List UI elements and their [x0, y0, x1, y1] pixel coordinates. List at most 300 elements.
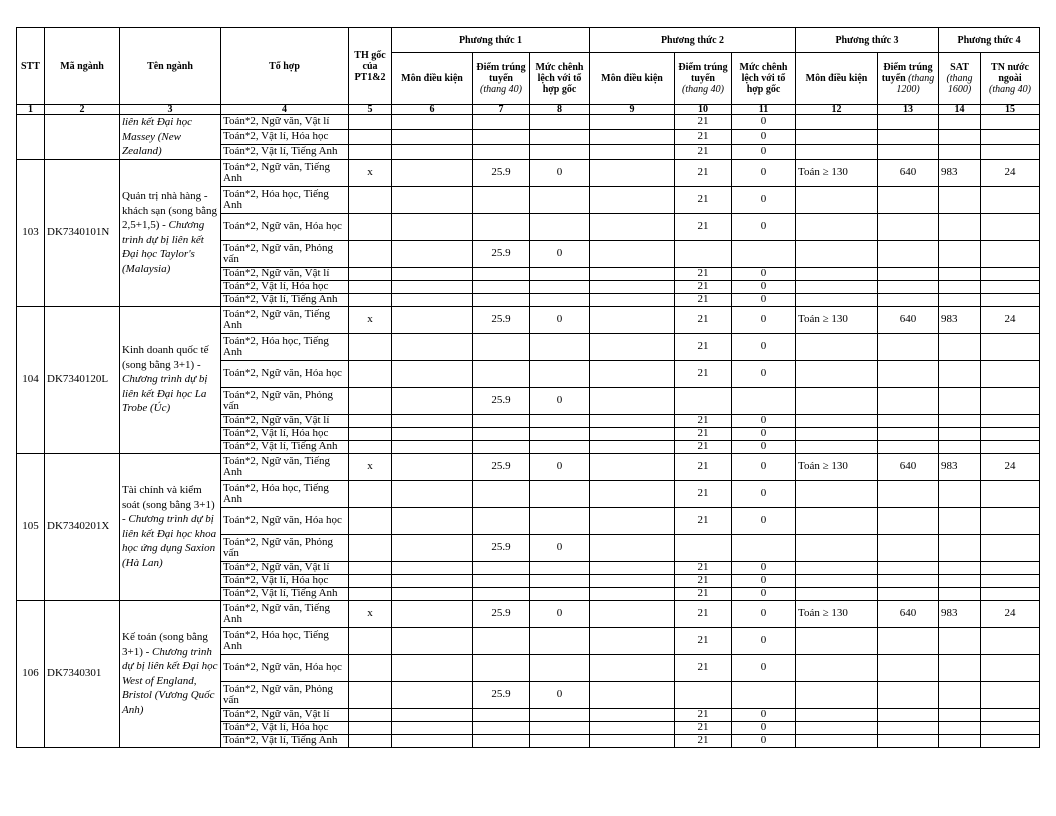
pt2-diem-cell: 21: [675, 213, 732, 240]
pt2-diem-cell: 21: [675, 280, 732, 293]
pt3-diem-cell: [878, 507, 939, 534]
to-hop-cell: Toán*2, Vật lí, Hóa học: [221, 427, 349, 440]
pt3-diem-cell: [878, 480, 939, 507]
pt2-diem-cell: 21: [675, 414, 732, 427]
ma-nganh-cell: DK7340201X: [45, 453, 120, 600]
pt3-diem-cell: [878, 414, 939, 427]
sat-cell: 983: [939, 600, 981, 627]
pt2-chenh-cell: 0: [732, 427, 796, 440]
pt3-diem-cell: [878, 115, 939, 130]
to-hop-cell: Toán*2, Ngữ văn, Hóa học: [221, 213, 349, 240]
th-goc-cell: [349, 240, 392, 267]
pt1-diem-cell: [473, 721, 530, 734]
col-num: 6: [392, 105, 473, 115]
to-hop-cell: Toán*2, Ngữ văn, Tiếng Anh: [221, 306, 349, 333]
th-goc-cell: [349, 115, 392, 130]
ten-nganh-cell: [120, 600, 221, 747]
tn-cell: [981, 440, 1040, 453]
pt1-chenh-cell: 0: [530, 306, 590, 333]
ten-nganh-italic: Chương trình dự bị liên kết Đại học khoa học ứng dụng Saxion (Hà Lan): [122, 513, 217, 569]
pt1-diem-cell: 25.9: [473, 600, 530, 627]
pt3-diem-cell: [878, 734, 939, 747]
pt1-chenh-cell: [530, 734, 590, 747]
pt2-chenh-cell: 0: [732, 440, 796, 453]
pt2-chenh-cell: [732, 240, 796, 267]
pt1-diem-cell: [473, 213, 530, 240]
pt3-diem-cell: [878, 360, 939, 387]
to-hop-cell: Toán*2, Ngữ văn, Vật lí: [221, 267, 349, 280]
pt1-mon-cell: [392, 213, 473, 240]
pt2-diem-cell: 21: [675, 129, 732, 144]
pt1-diem-cell: [473, 708, 530, 721]
pt1-diem-cell: 25.9: [473, 453, 530, 480]
pt1-mon-cell: [392, 507, 473, 534]
col-num: 5: [349, 105, 392, 115]
to-hop-cell: Toán*2, Vật lí, Tiếng Anh: [221, 293, 349, 306]
pt2-chenh-cell: 0: [732, 507, 796, 534]
to-hop-cell: Toán*2, Vật lí, Tiếng Anh: [221, 144, 349, 159]
pt1-chenh-cell: 0: [530, 240, 590, 267]
pt2-mon-cell: [590, 427, 675, 440]
pt3-diem-cell: [878, 267, 939, 280]
pt1-diem-cell: [473, 507, 530, 534]
pt2-diem-cell: 21: [675, 186, 732, 213]
pt1-mon-cell: [392, 681, 473, 708]
th-goc-cell: [349, 144, 392, 159]
to-hop-cell: Toán*2, Ngữ văn, Phỏng vấn: [221, 534, 349, 561]
pt2-diem-cell: 21: [675, 115, 732, 130]
sat-cell: [939, 240, 981, 267]
tn-cell: [981, 681, 1040, 708]
col-num: 7: [473, 105, 530, 115]
header-pt2-mon-dieu-kien: Môn điều kiện: [590, 53, 675, 105]
th-goc-cell: x: [349, 600, 392, 627]
pt3-diem-cell: [878, 574, 939, 587]
pt3-diem-cell: [878, 708, 939, 721]
th-goc-cell: [349, 507, 392, 534]
table-row: [17, 306, 1040, 333]
pt2-diem-cell: 21: [675, 734, 732, 747]
pt2-mon-cell: [590, 267, 675, 280]
pt1-chenh-cell: [530, 333, 590, 360]
pt3-diem-cell: 640: [878, 306, 939, 333]
pt1-chenh-cell: 0: [530, 453, 590, 480]
to-hop-cell: Toán*2, Vật lí, Hóa học: [221, 574, 349, 587]
pt3-diem-cell: [878, 534, 939, 561]
pt2-diem-cell: 21: [675, 480, 732, 507]
to-hop-cell: Toán*2, Vật lí, Hóa học: [221, 280, 349, 293]
pt2-mon-cell: [590, 708, 675, 721]
header-pt3-scale: (thang 1200): [896, 73, 935, 95]
stt-cell: 104: [17, 306, 45, 453]
th-goc-cell: [349, 186, 392, 213]
sat-cell: [939, 587, 981, 600]
tn-cell: [981, 387, 1040, 414]
pt3-mon-cell: [796, 213, 878, 240]
pt1-chenh-cell: [530, 561, 590, 574]
pt1-mon-cell: [392, 159, 473, 186]
pt2-diem-cell: [675, 387, 732, 414]
pt1-chenh-cell: 0: [530, 159, 590, 186]
to-hop-cell: Toán*2, Ngữ văn, Tiếng Anh: [221, 600, 349, 627]
to-hop-cell: Toán*2, Ngữ văn, Vật lí: [221, 414, 349, 427]
pt3-diem-cell: [878, 333, 939, 360]
pt2-mon-cell: [590, 561, 675, 574]
pt2-mon-cell: [590, 186, 675, 213]
tn-cell: [981, 360, 1040, 387]
col-num: 10: [675, 105, 732, 115]
ten-nganh-plain: Kế toán (song bằng 3+1) -: [122, 631, 208, 658]
col-num: 3: [120, 105, 221, 115]
pt2-chenh-cell: 0: [732, 587, 796, 600]
table-row: [17, 600, 1040, 627]
header-sat: SAT (thang 1600): [939, 53, 981, 105]
pt3-mon-cell: Toán ≥ 130: [796, 600, 878, 627]
pt2-diem-cell: 21: [675, 708, 732, 721]
pt2-chenh-cell: 0: [732, 306, 796, 333]
th-goc-cell: [349, 627, 392, 654]
pt1-diem-cell: [473, 734, 530, 747]
pt3-mon-cell: [796, 681, 878, 708]
pt1-diem-cell: 25.9: [473, 534, 530, 561]
tn-cell: [981, 144, 1040, 159]
sat-cell: 983: [939, 306, 981, 333]
pt1-diem-cell: 25.9: [473, 240, 530, 267]
th-goc-cell: [349, 574, 392, 587]
tn-cell: [981, 587, 1040, 600]
pt1-chenh-cell: 0: [530, 681, 590, 708]
sat-cell: [939, 561, 981, 574]
sat-cell: [939, 387, 981, 414]
pt2-mon-cell: [590, 115, 675, 130]
pt2-chenh-cell: 0: [732, 186, 796, 213]
tn-cell: 24: [981, 306, 1040, 333]
col-num: 12: [796, 105, 878, 115]
pt2-chenh-cell: 0: [732, 129, 796, 144]
admission-score-table: [16, 27, 1040, 748]
pt3-mon-cell: [796, 721, 878, 734]
pt1-chenh-cell: [530, 427, 590, 440]
tn-cell: [981, 213, 1040, 240]
pt2-mon-cell: [590, 587, 675, 600]
tn-cell: [981, 507, 1040, 534]
to-hop-cell: Toán*2, Vật lí, Tiếng Anh: [221, 440, 349, 453]
sat-cell: [939, 293, 981, 306]
pt2-chenh-cell: 0: [732, 654, 796, 681]
pt1-mon-cell: [392, 144, 473, 159]
th-goc-cell: x: [349, 159, 392, 186]
pt2-diem-cell: 21: [675, 561, 732, 574]
pt1-mon-cell: [392, 627, 473, 654]
pt3-mon-cell: [796, 129, 878, 144]
pt1-mon-cell: [392, 600, 473, 627]
to-hop-cell: Toán*2, Ngữ văn, Hóa học: [221, 360, 349, 387]
tn-cell: [981, 708, 1040, 721]
pt1-diem-cell: [473, 587, 530, 600]
table-row: [17, 115, 1040, 130]
to-hop-cell: Toán*2, Vật lí, Tiếng Anh: [221, 734, 349, 747]
pt1-mon-cell: [392, 561, 473, 574]
pt1-chenh-cell: [530, 708, 590, 721]
pt2-chenh-cell: 0: [732, 600, 796, 627]
ten-nganh-line: liên kết Đại học: [122, 116, 192, 128]
pt2-mon-cell: [590, 333, 675, 360]
pt1-chenh-cell: [530, 654, 590, 681]
col-num: 8: [530, 105, 590, 115]
header-pt3-diem: Điểm trúng tuyển (thang 1200): [878, 53, 939, 105]
pt3-diem-cell: [878, 293, 939, 306]
header-ten-nganh: Tên ngành: [120, 28, 221, 105]
pt1-chenh-cell: [530, 144, 590, 159]
pt1-mon-cell: [392, 333, 473, 360]
th-goc-cell: [349, 267, 392, 280]
ten-nganh-line: Zealand): [122, 145, 162, 157]
pt1-diem-cell: 25.9: [473, 306, 530, 333]
pt3-diem-cell: [878, 440, 939, 453]
pt2-diem-cell: 21: [675, 144, 732, 159]
ten-nganh-italic: Chương trình dự bị liên kết Đại học La Trobe (Úc): [122, 373, 208, 415]
pt2-mon-cell: [590, 654, 675, 681]
ma-nganh-cell: [45, 115, 120, 160]
ten-nganh-italic: Chương trình dự bị liên kết Đại học West of England, Bristol (Vương Quốc Anh): [122, 645, 218, 716]
header-pt1-mon-dieu-kien: Môn điều kiện: [392, 53, 473, 105]
pt1-mon-cell: [392, 186, 473, 213]
header-pt2-chenh-lech: Mức chênh lệch với tổ hợp gốc: [732, 53, 796, 105]
tn-cell: [981, 574, 1040, 587]
tn-cell: [981, 129, 1040, 144]
pt3-mon-cell: [796, 293, 878, 306]
header-tn-scale: (thang 40): [989, 84, 1031, 95]
pt3-mon-cell: Toán ≥ 130: [796, 453, 878, 480]
tn-cell: [981, 115, 1040, 130]
pt1-diem-cell: [473, 627, 530, 654]
pt3-mon-cell: [796, 240, 878, 267]
pt1-diem-cell: [473, 267, 530, 280]
pt1-chenh-cell: [530, 414, 590, 427]
to-hop-cell: Toán*2, Ngữ văn, Phỏng vấn: [221, 681, 349, 708]
pt2-chenh-cell: 0: [732, 574, 796, 587]
th-goc-cell: [349, 427, 392, 440]
pt3-mon-cell: [796, 280, 878, 293]
ten-nganh-cell: [120, 159, 221, 306]
pt2-chenh-cell: 0: [732, 627, 796, 654]
pt2-mon-cell: [590, 574, 675, 587]
pt2-diem-cell: [675, 534, 732, 561]
th-goc-cell: [349, 387, 392, 414]
tn-cell: [981, 561, 1040, 574]
pt2-chenh-cell: 0: [732, 708, 796, 721]
pt2-mon-cell: [590, 293, 675, 306]
pt2-mon-cell: [590, 306, 675, 333]
pt2-chenh-cell: 0: [732, 213, 796, 240]
tn-cell: [981, 427, 1040, 440]
pt1-diem-cell: [473, 333, 530, 360]
pt2-diem-cell: 21: [675, 360, 732, 387]
sat-cell: [939, 440, 981, 453]
sat-cell: [939, 681, 981, 708]
pt3-mon-cell: [796, 414, 878, 427]
pt1-diem-cell: [473, 360, 530, 387]
header-ma-nganh: Mã ngành: [45, 28, 120, 105]
pt2-chenh-cell: 0: [732, 414, 796, 427]
pt3-mon-cell: [796, 427, 878, 440]
pt3-mon-cell: [796, 561, 878, 574]
pt1-diem-cell: [473, 480, 530, 507]
pt3-mon-cell: Toán ≥ 130: [796, 306, 878, 333]
sat-cell: [939, 574, 981, 587]
pt3-mon-cell: [796, 574, 878, 587]
pt3-mon-cell: [796, 186, 878, 213]
sat-cell: [939, 360, 981, 387]
pt1-diem-cell: [473, 115, 530, 130]
stt-cell: [17, 115, 45, 160]
pt1-mon-cell: [392, 734, 473, 747]
to-hop-cell: Toán*2, Ngữ văn, Tiếng Anh: [221, 159, 349, 186]
th-goc-cell: [349, 681, 392, 708]
pt3-mon-cell: [796, 507, 878, 534]
pt3-mon-cell: [796, 627, 878, 654]
to-hop-cell: Toán*2, Vật lí, Hóa học: [221, 721, 349, 734]
pt2-chenh-cell: 0: [732, 480, 796, 507]
pt3-mon-cell: [796, 333, 878, 360]
sat-cell: [939, 480, 981, 507]
pt3-diem-cell: [878, 213, 939, 240]
pt1-chenh-cell: 0: [530, 387, 590, 414]
pt2-chenh-cell: 0: [732, 144, 796, 159]
tn-cell: [981, 267, 1040, 280]
pt1-chenh-cell: [530, 574, 590, 587]
pt3-diem-cell: [878, 427, 939, 440]
sat-cell: [939, 721, 981, 734]
to-hop-cell: Toán*2, Ngữ văn, Tiếng Anh: [221, 453, 349, 480]
pt1-diem-cell: [473, 414, 530, 427]
pt1-chenh-cell: [530, 186, 590, 213]
sat-cell: [939, 129, 981, 144]
tn-cell: [981, 414, 1040, 427]
pt3-diem-cell: [878, 627, 939, 654]
pt3-diem-cell: 640: [878, 600, 939, 627]
th-goc-cell: [349, 480, 392, 507]
tn-cell: [981, 240, 1040, 267]
pt2-chenh-cell: 0: [732, 333, 796, 360]
ma-nganh-cell: DK7340101N: [45, 159, 120, 306]
pt3-mon-cell: [796, 144, 878, 159]
to-hop-cell: Toán*2, Hóa học, Tiếng Anh: [221, 480, 349, 507]
admission-table-container: [16, 27, 1039, 748]
header-to-hop: Tổ hợp: [221, 28, 349, 105]
header-pt2-scale: (thang 40): [682, 84, 724, 95]
tn-cell: [981, 186, 1040, 213]
ten-nganh-cell: [120, 306, 221, 453]
tn-cell: [981, 734, 1040, 747]
pt3-mon-cell: [796, 360, 878, 387]
pt1-diem-cell: [473, 280, 530, 293]
table-row: [17, 159, 1040, 186]
th-goc-cell: [349, 333, 392, 360]
stt-cell: 105: [17, 453, 45, 600]
pt2-diem-cell: 21: [675, 333, 732, 360]
pt2-mon-cell: [590, 240, 675, 267]
pt1-mon-cell: [392, 387, 473, 414]
pt3-diem-cell: [878, 654, 939, 681]
header-pt1-diem: Điểm trúng tuyển (thang 40): [473, 53, 530, 105]
tn-cell: [981, 721, 1040, 734]
pt2-diem-cell: 21: [675, 267, 732, 280]
tn-cell: [981, 293, 1040, 306]
pt2-diem-cell: 21: [675, 507, 732, 534]
pt2-chenh-cell: 0: [732, 115, 796, 130]
pt1-mon-cell: [392, 414, 473, 427]
col-num: 2: [45, 105, 120, 115]
pt2-chenh-cell: 0: [732, 280, 796, 293]
header-sat-scale: (thang 1600): [946, 73, 973, 95]
pt2-chenh-cell: 0: [732, 293, 796, 306]
th-goc-cell: [349, 440, 392, 453]
to-hop-cell: Toán*2, Hóa học, Tiếng Anh: [221, 186, 349, 213]
sat-cell: 983: [939, 159, 981, 186]
pt2-chenh-cell: [732, 534, 796, 561]
tn-cell: [981, 480, 1040, 507]
pt1-chenh-cell: [530, 267, 590, 280]
pt2-chenh-cell: 0: [732, 360, 796, 387]
pt2-mon-cell: [590, 734, 675, 747]
pt1-diem-cell: 25.9: [473, 681, 530, 708]
pt1-diem-cell: [473, 129, 530, 144]
pt1-chenh-cell: [530, 440, 590, 453]
pt2-chenh-cell: 0: [732, 734, 796, 747]
pt2-mon-cell: [590, 681, 675, 708]
pt3-diem-cell: [878, 721, 939, 734]
pt3-mon-cell: [796, 534, 878, 561]
to-hop-cell: Toán*2, Ngữ văn, Hóa học: [221, 507, 349, 534]
sat-cell: [939, 115, 981, 130]
ten-nganh-plain: Quản trị nhà hàng - khách sạn (song bằng 2,5+1,5) -: [122, 190, 218, 231]
header-tn-nuoc-ngoai: TN nước ngoài (thang 40): [981, 53, 1040, 105]
pt3-diem-cell: [878, 186, 939, 213]
pt1-mon-cell: [392, 293, 473, 306]
th-goc-cell: [349, 587, 392, 600]
column-number-row: [17, 105, 1040, 115]
pt1-mon-cell: [392, 115, 473, 130]
pt1-mon-cell: [392, 453, 473, 480]
pt2-diem-cell: 21: [675, 654, 732, 681]
sat-cell: [939, 333, 981, 360]
pt1-mon-cell: [392, 721, 473, 734]
th-goc-cell: [349, 708, 392, 721]
pt3-diem-cell: [878, 129, 939, 144]
pt1-chenh-cell: [530, 129, 590, 144]
pt1-mon-cell: [392, 306, 473, 333]
table-header: [17, 28, 1040, 115]
pt2-diem-cell: 21: [675, 600, 732, 627]
pt1-chenh-cell: [530, 213, 590, 240]
pt1-chenh-cell: [530, 627, 590, 654]
header-stt: STT: [17, 28, 45, 105]
pt3-diem-cell: 640: [878, 159, 939, 186]
pt1-chenh-cell: [530, 115, 590, 130]
header-pt1-scale: (thang 40): [480, 84, 522, 95]
pt1-diem-cell: [473, 144, 530, 159]
col-num: 9: [590, 105, 675, 115]
sat-cell: [939, 427, 981, 440]
pt2-mon-cell: [590, 144, 675, 159]
pt1-chenh-cell: [530, 587, 590, 600]
to-hop-cell: Toán*2, Hóa học, Tiếng Anh: [221, 627, 349, 654]
th-goc-cell: [349, 561, 392, 574]
tn-cell: [981, 280, 1040, 293]
pt3-mon-cell: [796, 587, 878, 600]
th-goc-cell: [349, 129, 392, 144]
